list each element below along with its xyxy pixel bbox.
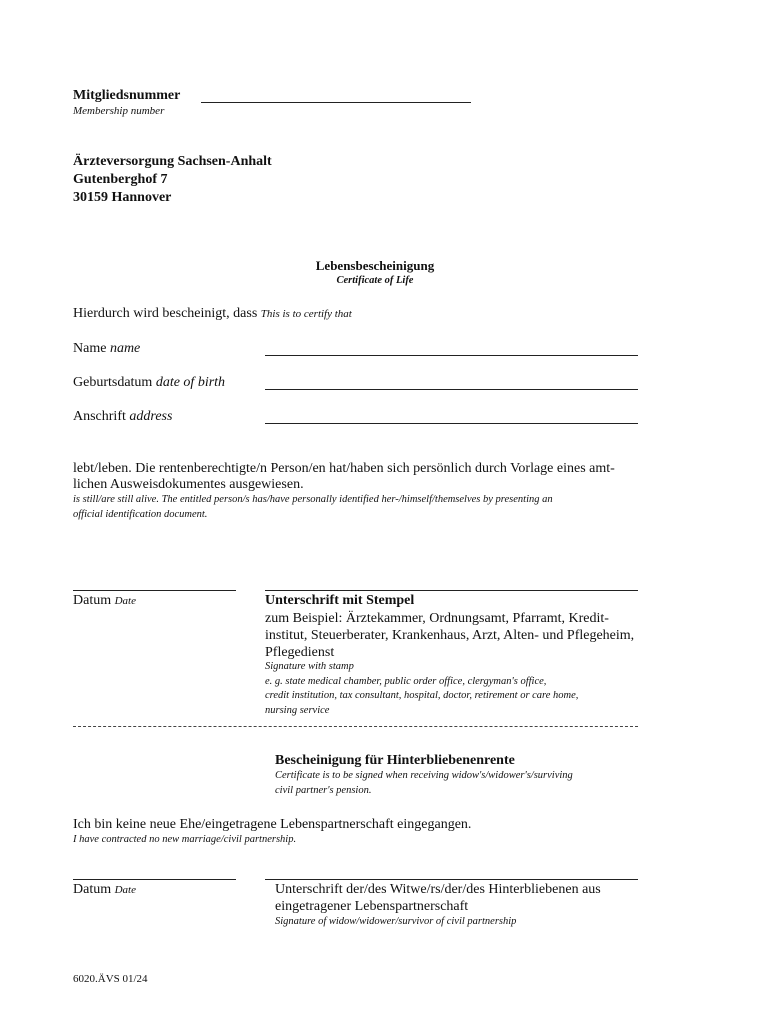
signature-example-line-3: Pflegedienst (265, 645, 335, 660)
statement-en-line-2: official identification document. (73, 509, 208, 520)
address-field[interactable] (265, 423, 638, 424)
date-field-2[interactable] (73, 879, 236, 880)
signature-example-line-1: zum Beispiel: Ärztekammer, Ordnungsamt, Pfarramt, Kredit- (265, 611, 609, 626)
signature-stamp-heading: Unterschrift mit Stempel (265, 593, 415, 608)
signature-en-line-1: Signature with stamp (265, 661, 354, 672)
signature-field-2[interactable] (265, 879, 638, 880)
date-label-1-en: Date (114, 595, 136, 607)
address-label-en: address (129, 409, 173, 424)
membership-number-field[interactable] (201, 102, 471, 103)
dob-label-de: Geburtsdatum (73, 375, 153, 390)
survivor-signature-en: Signature of widow/widower/survivor of civil partnership (275, 916, 517, 927)
date-label-2-de: Datum (73, 882, 112, 897)
survivor-en-line-2: civil partner's pension. (275, 785, 372, 796)
date-label-2-en: Date (114, 884, 136, 896)
membership-label: Mitgliedsnummer (73, 88, 181, 103)
address-label (73, 409, 172, 425)
signature-en-line-2: e. g. state medical chamber, public order office, clergyman's office, (265, 676, 547, 687)
address-line-3: 30159 Hannover (73, 190, 172, 205)
survivor-heading: Bescheinigung für Hinterbliebenenrente (275, 753, 515, 768)
survivor-en-line-1: Certificate is to be signed when receiving widow's/widower's/surviving (275, 770, 573, 781)
signature-example-line-2: institut, Steuerberater, Krankenhaus, Arzt, Alten- und Pflegeheim, (265, 628, 635, 643)
dob-label-en: date of birth (155, 375, 226, 390)
dob-label (73, 375, 225, 391)
section-separator (73, 726, 638, 727)
survivor-declaration-en: I have contracted no new marriage/civil partnership. (73, 834, 297, 845)
name-field[interactable] (265, 355, 638, 356)
address-line-1: Ärzteversorgung Sachsen-Anhalt (73, 154, 272, 169)
statement-de-line-1: lebt/leben. Die rentenberechtigte/n Person/en hat/haben sich persönlich durch Vorlage eines amt- (73, 461, 615, 476)
signature-en-line-3: credit institution, tax consultant, hospital, doctor, retirement or care home, (265, 690, 579, 701)
signature-field-1[interactable] (265, 590, 638, 591)
intro-de: Hierdurch wird bescheinigt, dass (73, 306, 258, 321)
intro-en: This is to certify that (260, 308, 352, 320)
date-field-1[interactable] (73, 590, 236, 591)
date-label-1 (73, 593, 136, 609)
survivor-declaration-de: Ich bin keine neue Ehe/eingetragene Lebenspartnerschaft eingegangen. (73, 817, 472, 832)
name-label-de: Name (73, 341, 107, 356)
intro-text (73, 306, 352, 322)
document-title: Lebensbescheinigung (315, 258, 435, 273)
statement-en-line-1: is still/are still alive. The entitled person/s has/have personally identified her-/himself/themselves by presenting an (73, 494, 553, 505)
survivor-signature-de-line-1: Unterschrift der/des Witwe/rs/der/des Hinterbliebenen aus (275, 882, 601, 897)
form-code: 6020.ÄVS 01/24 (73, 973, 148, 985)
survivor-signature-de-line-2: eingetragener Lebenspartnerschaft (275, 899, 469, 914)
date-label-1-de: Datum (73, 593, 112, 608)
statement-de-line-2: lichen Ausweisdokumentes ausgewiesen. (73, 477, 304, 492)
name-label-en: name (109, 341, 141, 356)
address-label-de: Anschrift (73, 409, 126, 424)
name-label (73, 341, 140, 357)
membership-sublabel: Membership number (73, 105, 165, 117)
signature-en-line-4: nursing service (265, 705, 330, 716)
document-subtitle: Certificate of Life (336, 275, 414, 286)
address-line-2: Gutenberghof 7 (73, 172, 168, 187)
date-label-2 (73, 882, 136, 898)
dob-field[interactable] (265, 389, 638, 390)
